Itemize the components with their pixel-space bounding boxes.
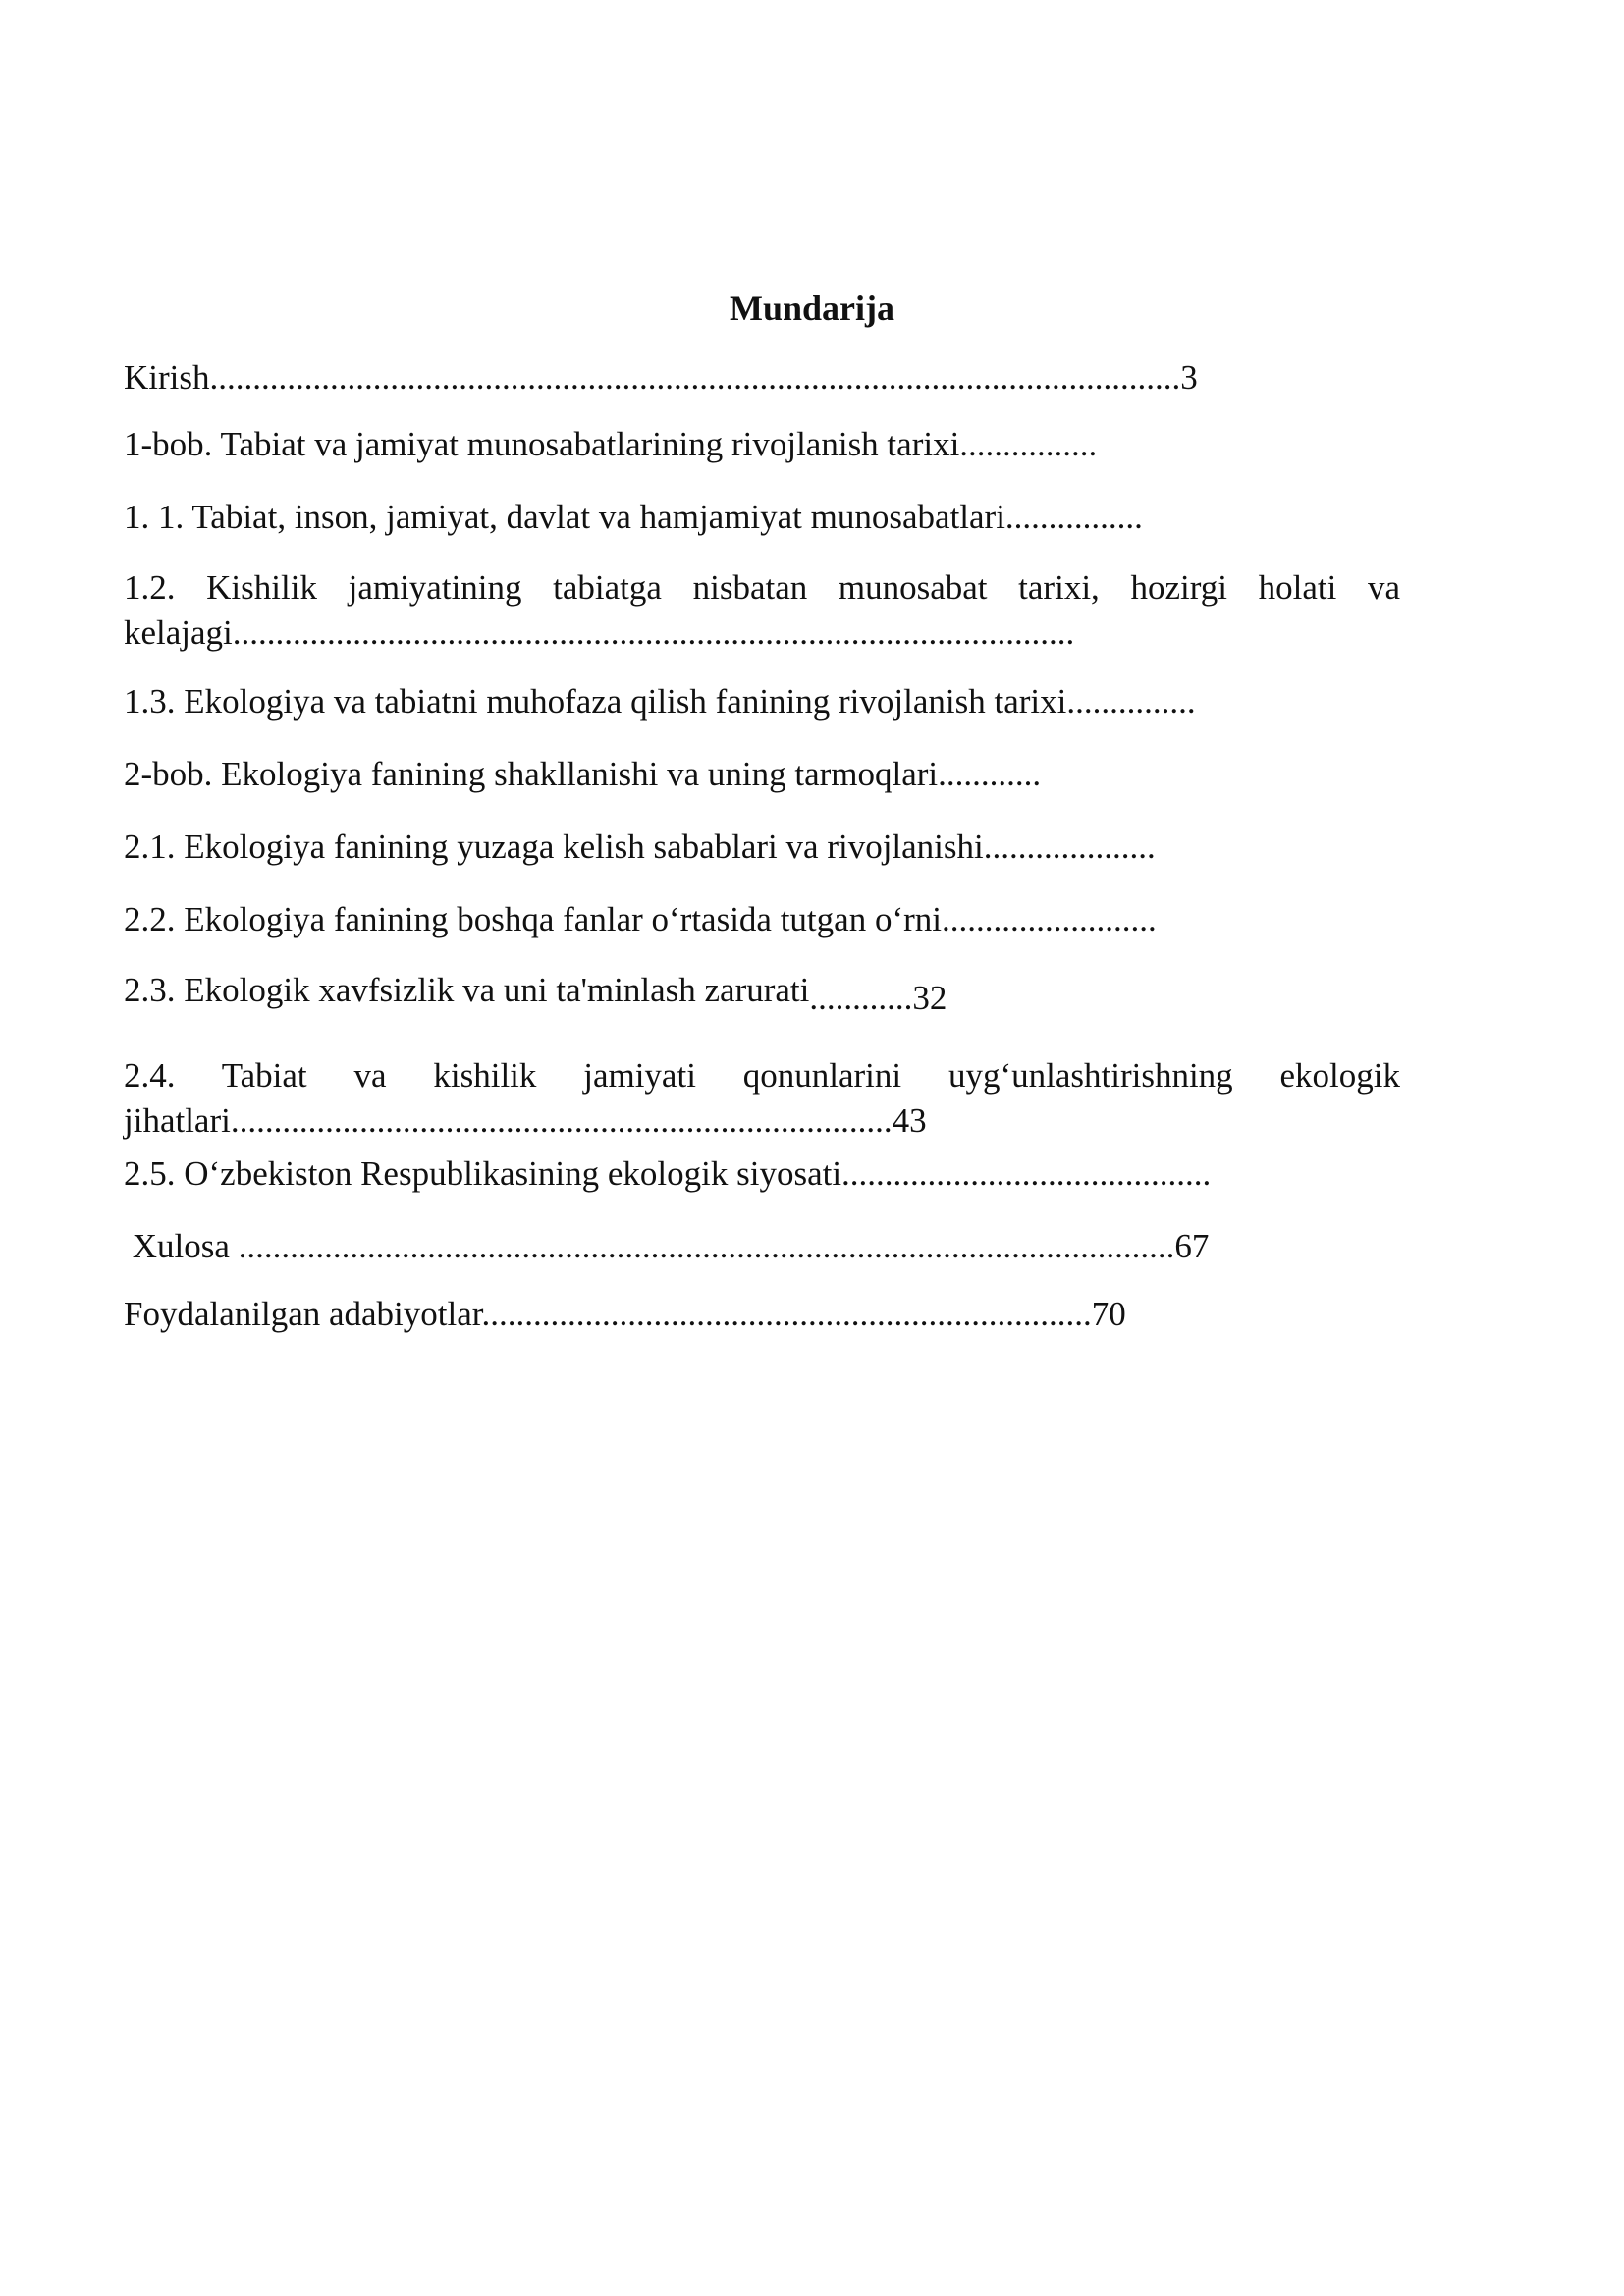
toc-entry-foydalanilgan-adabiyotlar: Foydalanilgan adabiyotlar.......................................................................70 <box>124 1295 1126 1333</box>
toc-entry-2-4-line-2: jihatlari.............................................................................43 <box>124 1101 927 1140</box>
page-title: Mundarija <box>729 289 894 328</box>
toc-entry-2-5: 2.5. O‘zbekiston Respublikasining ekologik siyosati........................................... <box>124 1154 1212 1193</box>
toc-entry-1-2-line-2: kelajagi.................................................................................................. <box>124 614 1075 652</box>
toc-entry-2-2: 2.2. Ekologiya fanining boshqa fanlar o‘rtasida tutgan o‘rni......................... <box>124 900 1157 938</box>
toc-entry-chapter-2: 2-bob. Ekologiya fanining shakllanishi va uning tarmoqlari............ <box>124 755 1042 793</box>
toc-entry-1-1: 1. 1. Tabiat, inson, jamiyat, davlat va hamjamiyat munosabatlari................ <box>124 498 1143 536</box>
toc-entry-xulosa: Xulosa .............................................................................................................67 <box>124 1227 1210 1265</box>
toc-entry-chapter-1: 1-bob. Tabiat va jamiyat munosabatlarining rivojlanish tarixi................ <box>124 425 1098 463</box>
toc-entry-2-1: 2.1. Ekologiya fanining yuzaga kelish sabablari va rivojlanishi.................... <box>124 828 1156 866</box>
toc-entry-1-3: 1.3. Ekologiya va tabiatni muhofaza qilish fanining rivojlanish tarixi............... <box>124 682 1196 721</box>
toc-entry-kirish: Kirish.................................................................................................................3 <box>124 358 1198 397</box>
toc-entry-2-3-page: ............32 <box>809 979 947 1017</box>
toc-entry-2-3 <box>124 968 947 1017</box>
toc-entry-1-2-line-1: 1.2. Kishilik jamiyatining tabiatga nisbatan munosabat tarixi, hozirgi holati va <box>124 568 1400 607</box>
toc-entry-2-3-text: 2.3. Ekologik xavfsizlik va uni ta'minlash zarurati <box>124 971 810 1009</box>
toc-entry-2-4-line-1: 2.4. Tabiat va kishilik jamiyati qonunlarini uyg‘unlashtirishning ekologik <box>124 1056 1400 1095</box>
